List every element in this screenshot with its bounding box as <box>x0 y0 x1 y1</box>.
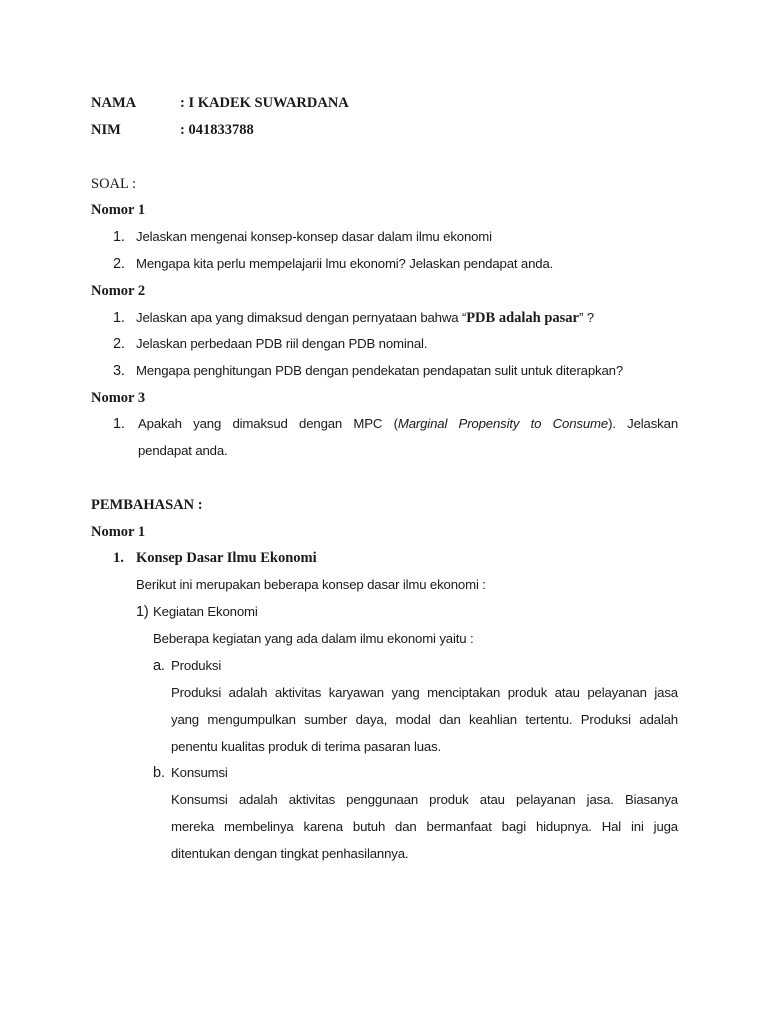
item-title-konsumsi: Konsumsi <box>171 765 228 780</box>
sub-intro: Beberapa kegiatan yang ada dalam ilmu ekonomi yaitu : <box>153 631 474 646</box>
soal-heading: SOAL : <box>91 176 136 192</box>
sub-title: Kegiatan Ekonomi <box>153 604 258 619</box>
soal-nomor3-question1-line1 <box>138 415 678 433</box>
produksi-text-line1: Produksi adalah aktivitas karyawan yang menciptakan produk atau pelayanan jasa <box>171 685 678 700</box>
produksi-text-line2: yang mengumpulkan sumber daya, modal dan keahlian tertentu. Produksi adalah <box>171 712 678 727</box>
list-number: 3. <box>113 363 125 379</box>
soal-nomor1-heading: Nomor 1 <box>91 202 146 218</box>
konsumsi-text-line2: mereka membelinya karena butuh dan bermanfaat bagi hidupnya. Hal ini juga <box>171 819 678 834</box>
emphasis-text: PDB adalah pasar <box>466 310 579 326</box>
produksi-text-line3: penentu kualitas produk di terima pasaran luas. <box>171 739 442 754</box>
sub-number: 1) <box>136 604 149 620</box>
soal-nomor2-question3: Mengapa penghitungan PDB dengan pendekatan pendapatan sulit untuk diterapkan? <box>136 363 624 378</box>
soal-nomor3-heading: Nomor 3 <box>91 390 146 406</box>
pembahasan-nomor1-heading: Nomor 1 <box>91 524 146 540</box>
section-title: Konsep Dasar Ilmu Ekonomi <box>136 550 317 566</box>
item-title-produksi: Produksi <box>171 658 222 673</box>
list-number: 1. <box>113 310 125 326</box>
nim-label: NIM <box>91 122 121 138</box>
nim-value: : 041833788 <box>180 122 254 138</box>
item-label: b. <box>153 765 165 781</box>
soal-nomor1-question1: Jelaskan mengenai konsep-konsep dasar dalam ilmu ekonomi <box>136 229 492 244</box>
list-number: 1. <box>113 229 125 245</box>
name-label: NAMA <box>91 95 137 111</box>
soal-nomor3-question1-line2: pendapat anda. <box>138 443 228 458</box>
name-value: : I KADEK SUWARDANA <box>180 95 349 111</box>
pembahasan-heading: PEMBAHASAN : <box>91 497 203 513</box>
konsumsi-text-line1: Konsumsi adalah aktivitas penggunaan produk atau pelayanan jasa. Biasanya <box>171 792 678 807</box>
question-text: Apakah yang dimaksud dengan MPC ( <box>138 416 398 431</box>
soal-nomor2-heading: Nomor 2 <box>91 283 146 299</box>
soal-nomor2-question2: Jelaskan perbedaan PDB riil dengan PDB nominal. <box>136 336 428 351</box>
list-number: 2. <box>113 336 125 352</box>
italic-term: Marginal Propensity to Consume <box>397 416 609 431</box>
question-text: Jelaskan apa yang dimaksud dengan pernyataan bahwa “ <box>136 310 467 325</box>
section-intro: Berikut ini merupakan beberapa konsep dasar ilmu ekonomi : <box>136 577 486 592</box>
list-number: 2. <box>113 256 125 272</box>
konsumsi-text-line3: ditentukan dengan tingkat penhasilannya. <box>171 846 409 861</box>
soal-nomor2-question1 <box>136 309 594 327</box>
list-number: 1. <box>113 416 125 432</box>
question-text: ” ? <box>579 310 594 325</box>
soal-nomor1-question2: Mengapa kita perlu mempelajarii lmu ekonomi? Jelaskan pendapat anda. <box>136 256 554 271</box>
question-text: ). Jelaskan <box>608 416 678 431</box>
section-number: 1. <box>113 550 124 566</box>
item-label: a. <box>153 658 165 674</box>
